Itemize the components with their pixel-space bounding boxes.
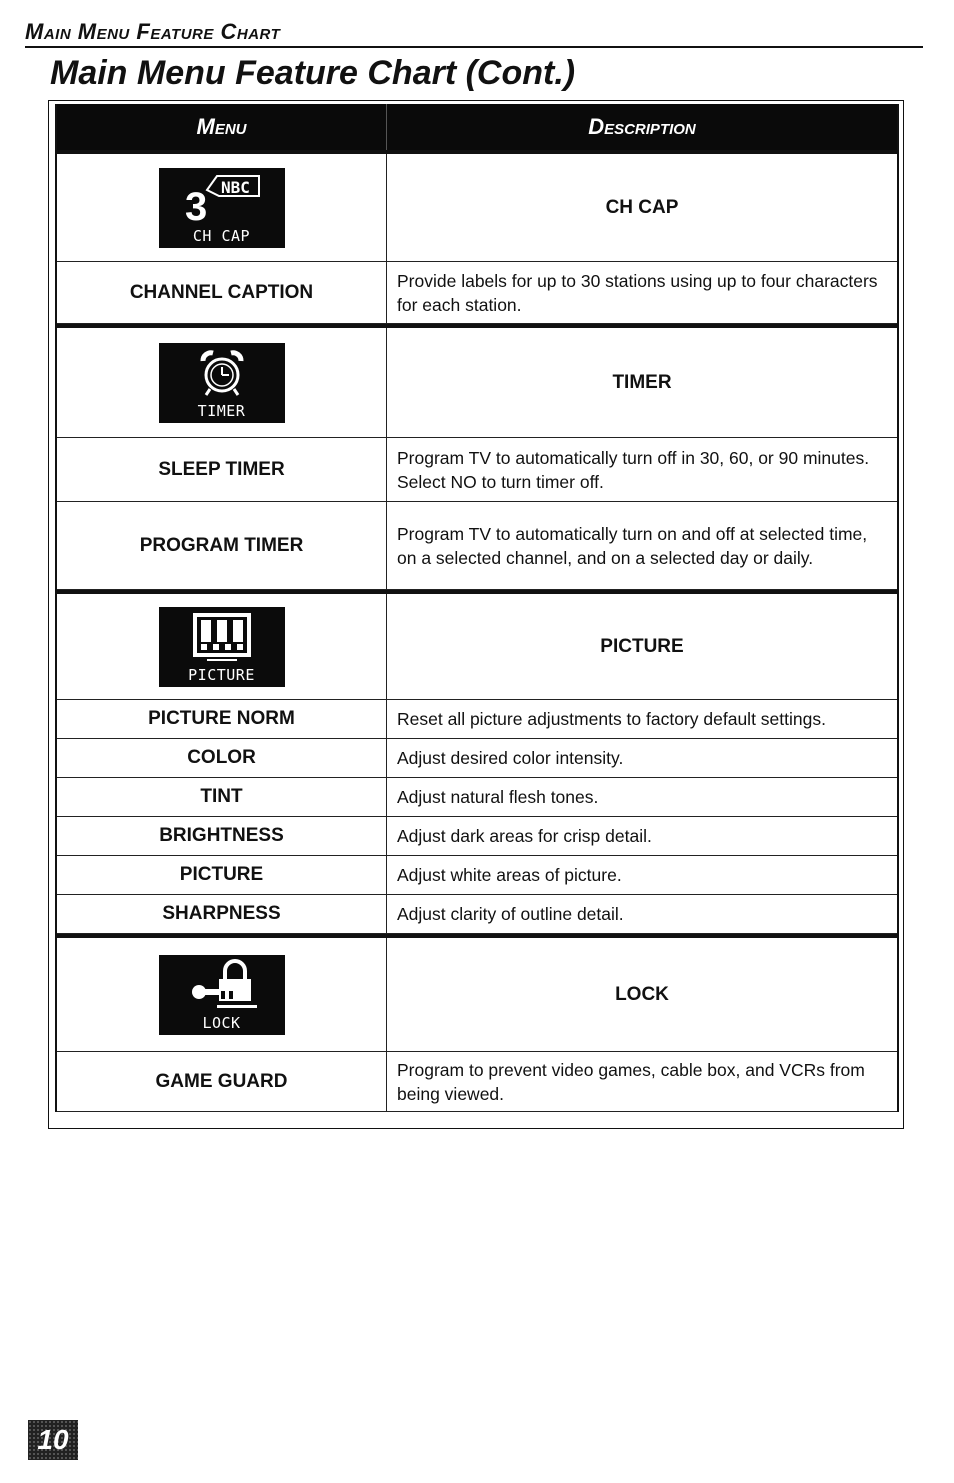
menu-item-game-guard: GAME GUARD bbox=[57, 1052, 387, 1111]
ch-cap-number: 3 bbox=[184, 184, 207, 229]
group-row-lock bbox=[57, 934, 897, 1052]
group-title-lock: LOCK bbox=[615, 983, 669, 1005]
group-row-timer bbox=[57, 324, 897, 438]
table-row bbox=[57, 778, 897, 817]
description-channel-caption: Provide labels for up to 30 stations using up to four characters for each station. bbox=[397, 270, 878, 315]
menu-item-sharpness: SHARPNESS bbox=[57, 895, 387, 933]
table-row bbox=[57, 856, 897, 895]
picture-icon-label: PICTURE bbox=[188, 665, 255, 684]
group-row-picture bbox=[57, 590, 897, 700]
description-color: Adjust desired color intensity. bbox=[397, 748, 624, 768]
header-description: Description bbox=[588, 114, 696, 139]
menu-item-picture-norm: PICTURE NORM bbox=[57, 700, 387, 738]
menu-item-sleep-timer: SLEEP TIMER bbox=[57, 438, 387, 501]
group-row-ch-cap bbox=[57, 154, 897, 262]
description-brightness: Adjust dark areas for crisp detail. bbox=[397, 826, 652, 846]
header-menu: Menu bbox=[57, 104, 387, 150]
menu-item-brightness: BRIGHTNESS bbox=[57, 817, 387, 855]
group-title-picture: PICTURE bbox=[600, 635, 684, 657]
table-row bbox=[57, 1052, 897, 1112]
description-picture-norm: Reset all picture adjustments to factory default settings. bbox=[397, 709, 826, 729]
lock-icon-label: LOCK bbox=[202, 1013, 241, 1032]
key-lock-icon bbox=[159, 955, 285, 1035]
table-header bbox=[57, 104, 897, 154]
description-tint: Adjust natural flesh tones. bbox=[397, 787, 599, 807]
page-title: Main Menu Feature Chart (Cont.) bbox=[50, 54, 576, 92]
group-title-timer: TIMER bbox=[612, 371, 672, 393]
ch-cap-icon-label: CH CAP bbox=[192, 226, 251, 245]
ch-cap-badge: NBC bbox=[220, 177, 250, 197]
alarm-clock-icon bbox=[159, 343, 285, 423]
menu-item-picture: PICTURE bbox=[57, 856, 387, 894]
table-row bbox=[57, 895, 897, 934]
table-row bbox=[57, 817, 897, 856]
timer-icon-label: TIMER bbox=[197, 401, 246, 420]
description-program-timer: Program TV to automatically turn on and off at selected time, on a selected channel, and on a selected day or daily. bbox=[397, 523, 868, 568]
table-row bbox=[57, 700, 897, 739]
menu-item-color: COLOR bbox=[57, 739, 387, 777]
description-sleep-timer: Program TV to automatically turn off in 30, 60, or 90 minutes. Select NO to turn timer off. bbox=[397, 447, 870, 492]
menu-item-tint: TINT bbox=[57, 778, 387, 816]
feature-table bbox=[55, 104, 899, 1112]
menu-item-channel-caption: CHANNEL CAPTION bbox=[57, 262, 387, 323]
table-row bbox=[57, 739, 897, 778]
menu-item-program-timer: PROGRAM TIMER bbox=[57, 502, 387, 589]
description-picture: Adjust white areas of picture. bbox=[397, 865, 622, 885]
tv-picture-icon bbox=[159, 607, 285, 687]
section-header: Main Menu Feature Chart bbox=[25, 18, 923, 48]
table-row bbox=[57, 262, 897, 324]
group-title-ch-cap: CH CAP bbox=[605, 196, 679, 218]
description-game-guard: Program to prevent video games, cable box, and VCRs from being viewed. bbox=[397, 1059, 865, 1104]
description-sharpness: Adjust clarity of outline detail. bbox=[397, 904, 624, 924]
page-number: 10 bbox=[28, 1420, 78, 1460]
table-row bbox=[57, 502, 897, 590]
ch-cap-icon bbox=[159, 168, 285, 248]
table-row bbox=[57, 438, 897, 502]
